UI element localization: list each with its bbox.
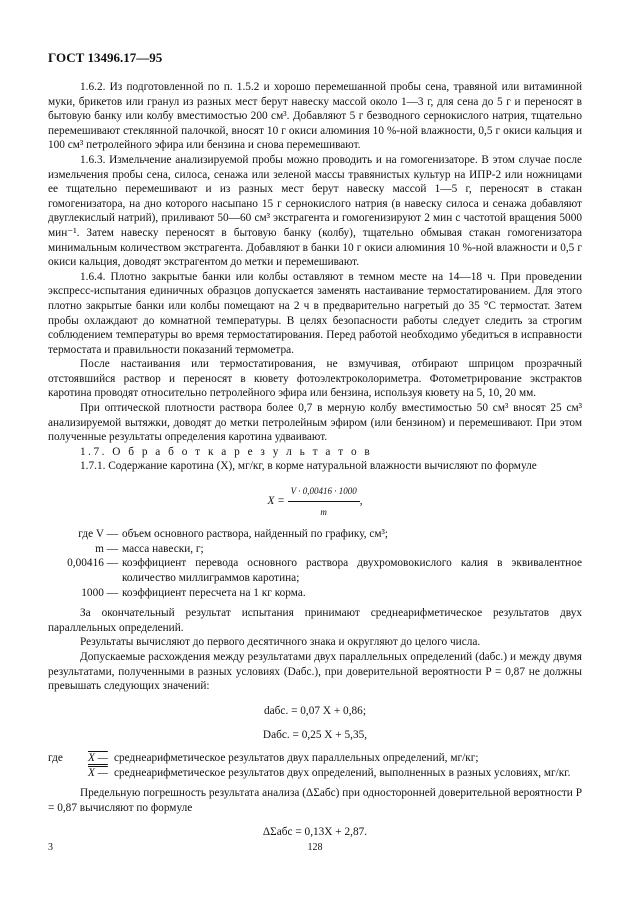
formula-tail: , (359, 495, 363, 508)
definition-term: 1000 — (81, 586, 118, 599)
definition-item (48, 556, 582, 585)
definitions-list (48, 527, 582, 600)
definition-text: коэффициент пересчета на 1 кг корма. (122, 586, 306, 599)
error-formula: ΔΣабс = 0,13X + 2,87. (262, 826, 368, 839)
footer-left-number: 3 (48, 842, 53, 853)
definition-item (48, 766, 582, 781)
definition-term: 0,00416 — (67, 557, 118, 570)
paragraph-tolerances: Допускаемые расхождения между результатами двух параллельных определений (dабс.) и между двумя результатами, полученными в разных условиях (Dабс.), при доверительной вероятности P = 0,87 не должны превышать следующих значений: (48, 650, 582, 693)
paragraph-final-result: За окончательный результат испытания принимают среднеарифметическое результатов двух параллельных определений. (48, 607, 582, 634)
definition-text: среднеарифметическое результатов двух определений, выполненных в разных условиях, мг/кг. (114, 766, 571, 779)
definition-item (48, 527, 582, 542)
definition-text: коэффициент перевода основного раствора двухромовокислого калия в эквивалентное количество миллиграммов каротина; (122, 557, 582, 584)
definition-item (48, 751, 582, 766)
paragraph-error-limit: Предельную погрешность результата анализа (ΔΣабс) при односторонней доверительной вероятности P = 0,87 вычисляют по формуле (48, 787, 582, 814)
carotene-formula (48, 484, 582, 519)
tolerance-formula-d: dабс. = 0,07 X + 0,86; (264, 704, 366, 717)
definition-term: m — (95, 542, 118, 555)
definition-lead: где (48, 751, 63, 764)
section-1-6-4: 1.6.4. Плотно закрытые банки или колбы оставляют в темном месте на 14—18 ч. При проведении экспресс-испытания единичных образцов допускается заменять настаивание термостатированием. Для этого плотно закрытые банки или колбы помещают на 2 ч в предварительно нагретый до 35 °С термостат. Затем пробы охлаждают до комнатной температуры. В целях безопасности работы следует следить за строгим соблюдением температуры во время термостатирования. Перед работой необходимо убедиться в исправности термостата и правильности показаний термометра. (48, 270, 582, 356)
document-body (48, 80, 582, 848)
section-1-6-3: 1.6.3. Измельчение анализируемой пробы можно проводить и на гомогенизаторе. В этом случае после измельчения пробы сена, силоса, сенажа или зеленой массы травянистых культур на ИПР-2 или ножницами ее тщательно перемешивают и из разных мест берут навеску массой 1—5 г, переносят в стакан гомогенизатора, на дно которого насыпано 15 г сернокислого натрия (в навеску силоса и сенажа добавляют двуглекислый натрий), приливают 50—60 см³ экстрагента и гомогенизируют 2 мин с частотой вращения 5000 мин⁻¹. Затем навеску переносят в бытовую банку (колбу), тщательно обмывая стакан гомогенизатора минимальным количеством экстрагента. Добавляют в банки 10 г окиси алюминия 10 %-ной влажности и 0,5 г окиси кальция, доводят экстрагентом до метки и перемешивают. (48, 153, 582, 269)
tolerance-formula-D: Dабс. = 0,25 X + 5,35, (262, 729, 368, 742)
definition-item (48, 586, 582, 601)
formula-numerator: V · 0,00416 · 1000 (288, 484, 360, 502)
definition-text: среднеарифметическое результатов двух параллельных определений, мг/кг; (114, 751, 479, 764)
definition-symbol: X — (88, 766, 108, 779)
formula-denominator: m (320, 506, 327, 517)
section-1-7-heading: 1.7. О б р а б о т к а р е з у л ь т а т о в (80, 445, 373, 458)
section-1-7-1: 1.7.1. Содержание каротина (X), мг/кг, в корме натуральной влажности вычисляют по формуле (80, 460, 537, 473)
document-header: ГОСТ 13496.17—95 (48, 50, 163, 65)
page-number: 128 (307, 842, 323, 853)
definition-term: где V — (78, 528, 118, 541)
section-1-6-2: 1.6.2. Из подготовленной по п. 1.5.2 и хорошо перемешанной пробы сена, травяной или витаминной муки, брикетов или гранул из разных мест берут навеску массой около 1—3 г, для сена до 5 г и переносят в бытовую банку или колбу вместимостью 200 см³. Добавляют 5 г безводного сернокислого натрия, тщательно перемешивают стеклянной палочкой, вносят 10 г окиси алюминия 10 %-ной влажности, 0,5 г окиси кальция и 100 см³ петролейного эфира или бензина и снова перемешивают. (48, 81, 582, 152)
formula-fraction (288, 484, 360, 519)
formula-lhs: X = (267, 495, 285, 508)
paragraph-rounding: Результаты вычисляют до первого десятичного знака и округляют до целого числа. (80, 636, 481, 649)
definition-symbol: X — (88, 751, 108, 764)
definitions-list-2 (48, 751, 582, 780)
definition-item (48, 542, 582, 557)
paragraph-after-conditioning: После настаивания или термостатирования, не взмучивая, отбирают шприцом прозрачный отстоявшийся раствор и переносят в кювету фотоэлектроколориметра. Фотометрирование экстрактов каротина проводят относительно петролейного эфира или бензина, используя кювету на 5, 10, 20 мм. (48, 358, 582, 400)
paragraph-optical-density: При оптической плотности раствора более 0,7 в мерную колбу вместимостью 50 см³ вносят 25 см³ анализируемой вытяжки, доводят до метки петролейным эфиром (или бензином) и перемешивают. При этом полученные результаты определения каротина удваивают. (48, 402, 582, 444)
definition-lead (48, 766, 88, 781)
definition-text: объем основного раствора, найденный по графику, см³; (122, 528, 389, 541)
definition-text: масса навески, г; (122, 542, 204, 555)
